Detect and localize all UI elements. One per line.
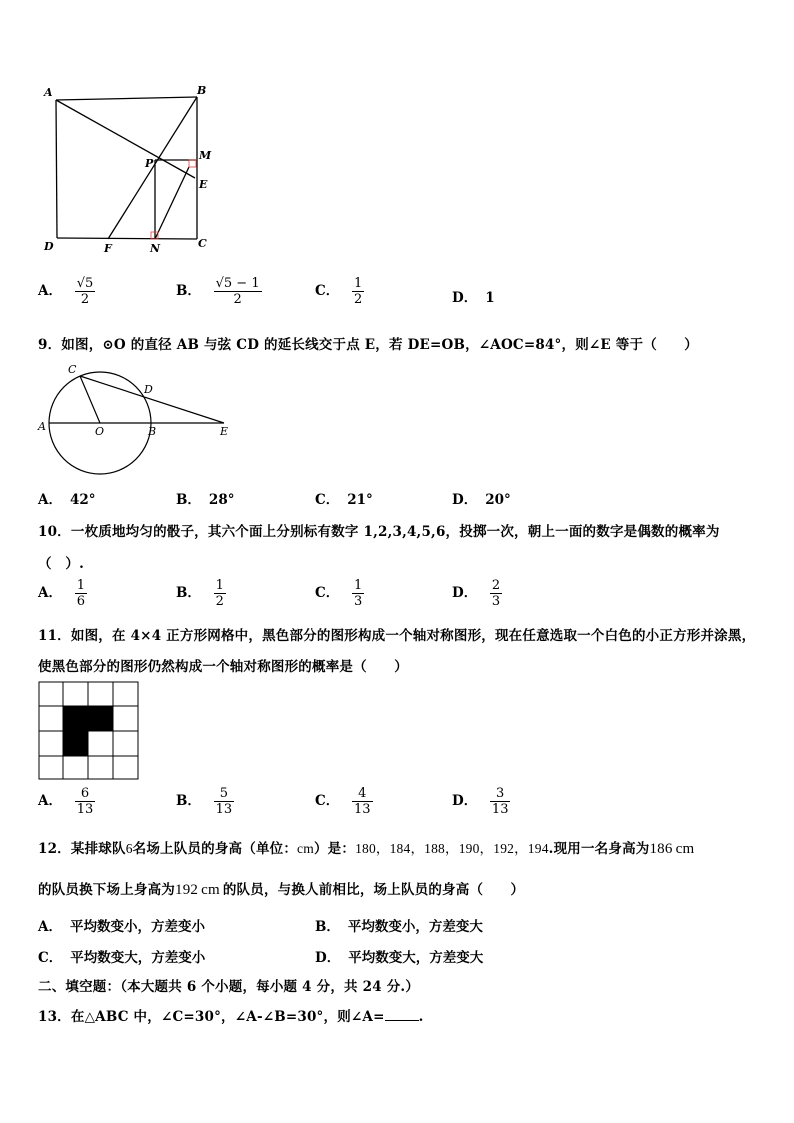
- q13-text: 13．在△ABC 中，∠C=30°，∠A-∠B=30°，则∠A=: [38, 1009, 385, 1025]
- q8-label-c: C: [198, 237, 207, 250]
- numerator: √5 − 1: [215, 276, 260, 291]
- numerator: √5: [76, 276, 94, 291]
- q11-option-b[interactable]: [176, 786, 234, 817]
- numerator: 5: [219, 786, 229, 801]
- denominator: 3: [491, 594, 501, 609]
- q12-text: 的队员换下场上身高为: [38, 882, 175, 898]
- fraction: [75, 786, 96, 817]
- fraction: [214, 276, 262, 307]
- numerator: 1: [353, 276, 363, 291]
- denominator: 2: [233, 292, 242, 307]
- option-text: 1: [485, 290, 495, 306]
- denominator: 13: [491, 802, 509, 817]
- q12-text: .现用一名身高为: [548, 841, 650, 857]
- option-label: B．: [176, 585, 201, 601]
- option-label: C．: [315, 492, 340, 508]
- option-text: 平均数变大，方差变小: [70, 950, 206, 966]
- fraction: [75, 276, 96, 307]
- fraction: [490, 578, 502, 609]
- option-label: B．: [176, 793, 201, 809]
- q11-grid-figure: [38, 681, 140, 781]
- q12-stem-line1: [38, 837, 694, 858]
- numerator: 2: [491, 578, 501, 593]
- q12-old-height: 192: [175, 882, 199, 898]
- option-label: C．: [38, 950, 63, 966]
- section-title: 二、填空题：（本大题共 6 个小题，每小题 4 分，共 24 分.）: [38, 979, 420, 995]
- q10-option-b[interactable]: [176, 578, 226, 609]
- q10-stem-line2: （ ）.: [38, 556, 84, 572]
- fraction: [214, 786, 235, 817]
- fraction: [75, 578, 87, 609]
- q9-option-b[interactable]: [176, 488, 234, 508]
- q12-unit: cm: [297, 841, 314, 856]
- option-label: B．: [176, 492, 201, 508]
- q12-count: 6: [125, 841, 133, 856]
- q12-text: 的队员，与换人前相比，场上队员的身高（ ）: [222, 882, 525, 898]
- q12-new-height: 186: [649, 841, 673, 857]
- denominator: 3: [353, 594, 363, 609]
- answer-blank[interactable]: [385, 1008, 419, 1021]
- numerator: 6: [80, 786, 90, 801]
- numerator: 3: [496, 786, 505, 801]
- option-label: D．: [452, 290, 478, 306]
- option-label: D．: [315, 950, 341, 966]
- q8-label-d: D: [44, 240, 54, 253]
- option-text: 21°: [347, 492, 373, 508]
- q12-text: 名场上队员的身高（单位：: [132, 841, 298, 857]
- q9-option-a[interactable]: [38, 488, 96, 508]
- q11-option-c[interactable]: [315, 786, 373, 817]
- numerator: 1: [353, 578, 363, 593]
- q9-stem: 9．如图，⊙O 的直径 AB 与弦 CD 的延长线交于点 E，若 DE=OB，∠AOC=84°，则∠E 等于（ ）: [38, 337, 699, 353]
- denominator: 6: [76, 594, 85, 609]
- denominator: 13: [215, 802, 233, 817]
- option-label: D．: [452, 793, 478, 809]
- q9-option-d[interactable]: [452, 488, 511, 508]
- q9-label-o: O: [95, 425, 105, 438]
- option-text: 平均数变小，方差变小: [69, 919, 205, 935]
- q10-stem-line1: 10．一枚质地均匀的骰子，其六个面上分别标有数字 1,2,3,4,5,6，投掷一次，朝上一面的数字是偶数的概率为: [38, 524, 720, 540]
- option-label: C．: [315, 585, 340, 601]
- q11-option-a[interactable]: [38, 786, 95, 817]
- fraction: [352, 578, 364, 609]
- numerator: 4: [358, 786, 367, 801]
- option-label: A．: [38, 283, 62, 299]
- q12-option-b[interactable]: [315, 915, 483, 935]
- denominator: 2: [353, 292, 363, 307]
- q8-option-b[interactable]: [176, 276, 262, 307]
- q13-stem: [38, 1005, 424, 1025]
- q8-figure: [30, 80, 220, 260]
- q8-label-a: A: [44, 86, 53, 99]
- q8-label-m: M: [199, 149, 212, 162]
- q8-option-a[interactable]: [38, 276, 95, 307]
- q8-option-d[interactable]: [452, 286, 495, 306]
- denominator: 13: [353, 802, 371, 817]
- denominator: 13: [76, 802, 94, 817]
- fraction: [490, 786, 511, 817]
- q12-option-a[interactable]: [38, 915, 205, 935]
- option-label: A．: [38, 793, 62, 809]
- numerator: 1: [76, 578, 85, 593]
- q8-label-e: E: [199, 178, 208, 191]
- option-text: 20°: [485, 492, 511, 508]
- option-label: C．: [315, 793, 340, 809]
- option-text: 平均数变大，方差变大: [348, 950, 484, 966]
- denominator: 2: [215, 594, 224, 609]
- q12-stem-line2: [38, 878, 524, 899]
- q9-label-a: A: [38, 420, 46, 433]
- q12-unit: cm: [201, 882, 220, 898]
- q12-option-d[interactable]: [315, 946, 483, 966]
- option-label: A．: [38, 585, 62, 601]
- q9-label-e: E: [220, 425, 229, 438]
- option-label: D．: [452, 492, 478, 508]
- q12-unit: cm: [675, 841, 695, 857]
- q8-label-n: N: [150, 242, 161, 255]
- q9-label-c: C: [68, 363, 77, 376]
- option-label: B．: [315, 919, 340, 935]
- q9-option-c[interactable]: [315, 488, 373, 508]
- q9-label-d: D: [144, 383, 153, 396]
- option-label: B．: [176, 283, 201, 299]
- q12-option-c[interactable]: [38, 946, 205, 966]
- option-label: D．: [452, 585, 478, 601]
- q13-text: .: [418, 1009, 424, 1025]
- q10-option-c[interactable]: [315, 578, 364, 609]
- q9-figure: [38, 360, 238, 475]
- q11-stem-line2: 使黑色部分的图形仍然构成一个轴对称图形的概率是（ ）: [38, 659, 408, 675]
- option-label: A．: [38, 919, 62, 935]
- q10-option-a[interactable]: [38, 578, 87, 609]
- option-text: 平均数变小，方差变大: [347, 919, 483, 935]
- fraction: [214, 578, 226, 609]
- fraction: [352, 786, 373, 817]
- q11-stem-line1: 11．如图，在 4×4 正方形网格中，黑色部分的图形构成一个轴对称图形，现在任意选取一个白色的小正方形并涂黑，: [38, 628, 756, 644]
- q11-option-d[interactable]: [452, 786, 510, 817]
- q8-label-b: B: [197, 84, 207, 97]
- q12-text: ）是：: [313, 841, 356, 857]
- q10-option-d[interactable]: [452, 578, 502, 609]
- q9-label-b: B: [148, 425, 157, 438]
- fraction: [352, 276, 364, 307]
- numerator: 1: [215, 578, 224, 593]
- q12-text: 12．某排球队: [38, 841, 126, 857]
- denominator: 2: [80, 292, 90, 307]
- option-label: C．: [315, 283, 340, 299]
- option-text: 28°: [208, 492, 235, 508]
- q8-label-f: F: [104, 242, 112, 255]
- q12-heights: 180，184，188，190，192，194: [355, 841, 549, 856]
- q8-label-p: P: [145, 157, 154, 170]
- option-text: 42°: [69, 492, 96, 508]
- option-label: A．: [38, 492, 62, 508]
- q8-option-c[interactable]: [315, 276, 364, 307]
